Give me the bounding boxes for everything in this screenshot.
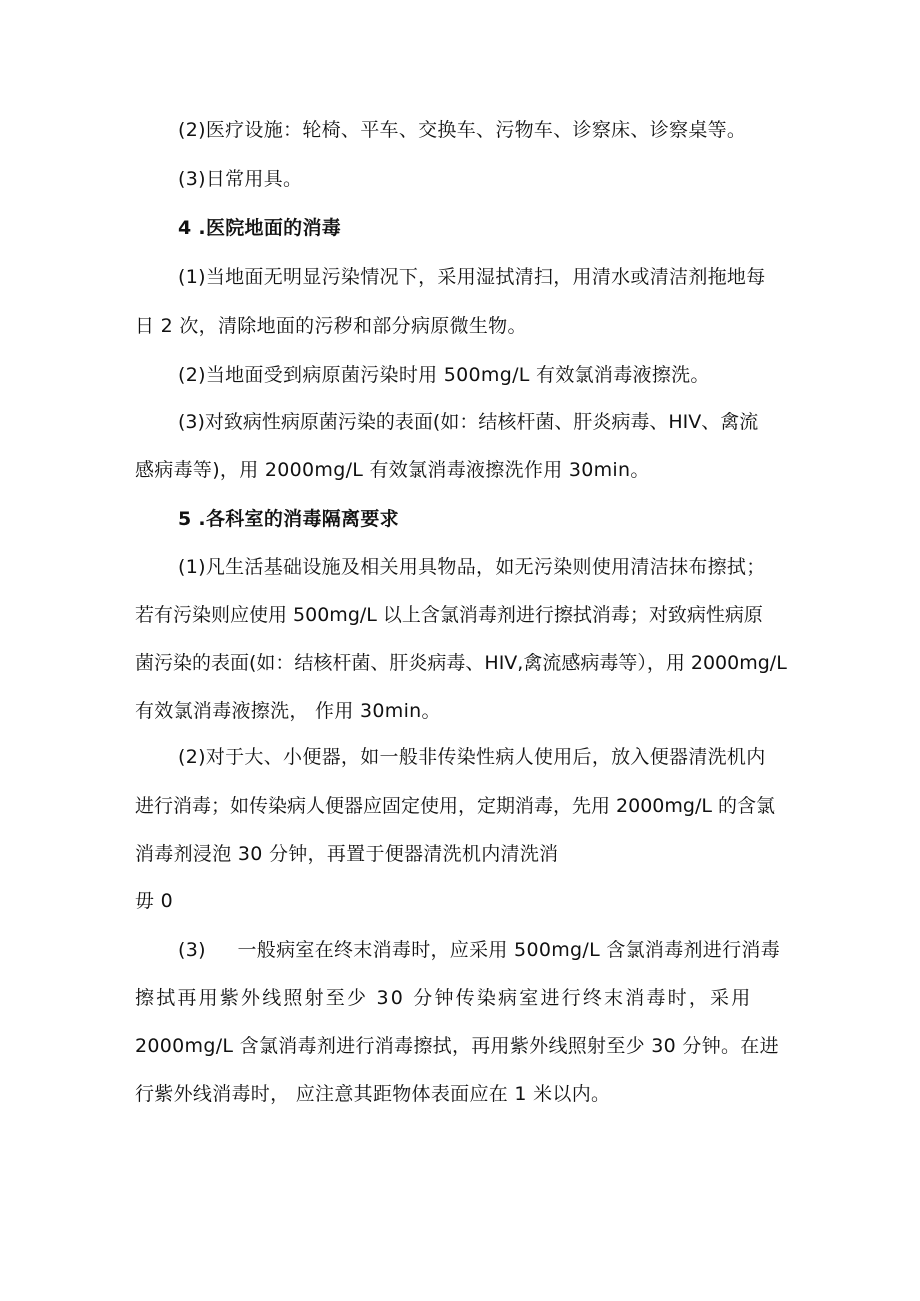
section5-paragraph2-line1: (2)对于大、小便器，如一般非传染性病人使用后，放入便器清洗机内 xyxy=(178,746,766,768)
section5-paragraph2-line3: 消毒剂浸泡 30 分钟，再置于便器清洗机内清洗消 xyxy=(135,843,559,865)
section4-paragraph3-line1: (3)对致病性病原菌污染的表面(如：结核杆菌、肝炎病毒、HIV、禽流 xyxy=(178,411,759,433)
section5-paragraph1-line4: 有效氯消毒液擦洗， 作用 30min。 xyxy=(135,700,441,722)
section4-paragraph1-line1: (1)当地面无明显污染情况下，采用湿拭清扫，用清水或清洁剂拖地每 xyxy=(178,266,766,288)
section5-paragraph2-line4: 毋 0 xyxy=(135,890,174,912)
section5-paragraph3-line2: 擦拭再用紫外线照射至少 30 分钟传染病室进行终末消毒时，采用 xyxy=(135,987,753,1009)
item-daily-items: (3)日常用具。 xyxy=(178,168,303,190)
section5-paragraph3-line4: 行紫外线消毒时， 应注意其距物体表面应在 1 米以内。 xyxy=(135,1083,611,1105)
section4-paragraph2-line1: (2)当地面受到病原菌污染时用 500mg/L 有效氯消毒液擦洗。 xyxy=(178,364,710,386)
section5-heading: 5 .各科室的消毒隔离要求 xyxy=(178,508,399,530)
section4-paragraph1-line2: 日 2 次，清除地面的污秽和部分病原微生物。 xyxy=(135,315,527,337)
item-medical-facilities: (2)医疗设施：轮椅、平车、交换车、污物车、诊察床、诊察桌等。 xyxy=(178,119,747,141)
section5-paragraph1-line3: 菌污染的表面(如：结核杆菌、肝炎病毒、HIV,禽流感病毒等），用 2000mg/L xyxy=(135,652,787,674)
section5-paragraph1-line1: (1)凡生活基础设施及相关用具物品，如无污染则使用清洁抹布擦拭； xyxy=(178,556,766,578)
section4-paragraph3-line2: 感病毒等)，用 2000mg/L 有效氯消毒液擦洗作用 30min。 xyxy=(135,459,650,481)
section4-heading: 4 .医院地面的消毒 xyxy=(178,217,342,239)
section5-paragraph3-line1: (3) 一般病室在终末消毒时，应采用 500mg/L 含氯消毒剂进行消毒 xyxy=(178,939,781,961)
section5-paragraph2-line2: 进行消毒；如传染病人便器应固定使用，定期消毒，先用 2000mg/L 的含氯 xyxy=(135,795,775,817)
section5-paragraph1-line2: 若有污染则应使用 500mg/L 以上含氯消毒剂进行擦拭消毒；对致病性病原 xyxy=(135,604,763,626)
section5-paragraph3-line3: 2000mg/L 含氯消毒剂进行消毒擦拭，再用紫外线照射至少 30 分钟。在进 xyxy=(135,1035,779,1057)
